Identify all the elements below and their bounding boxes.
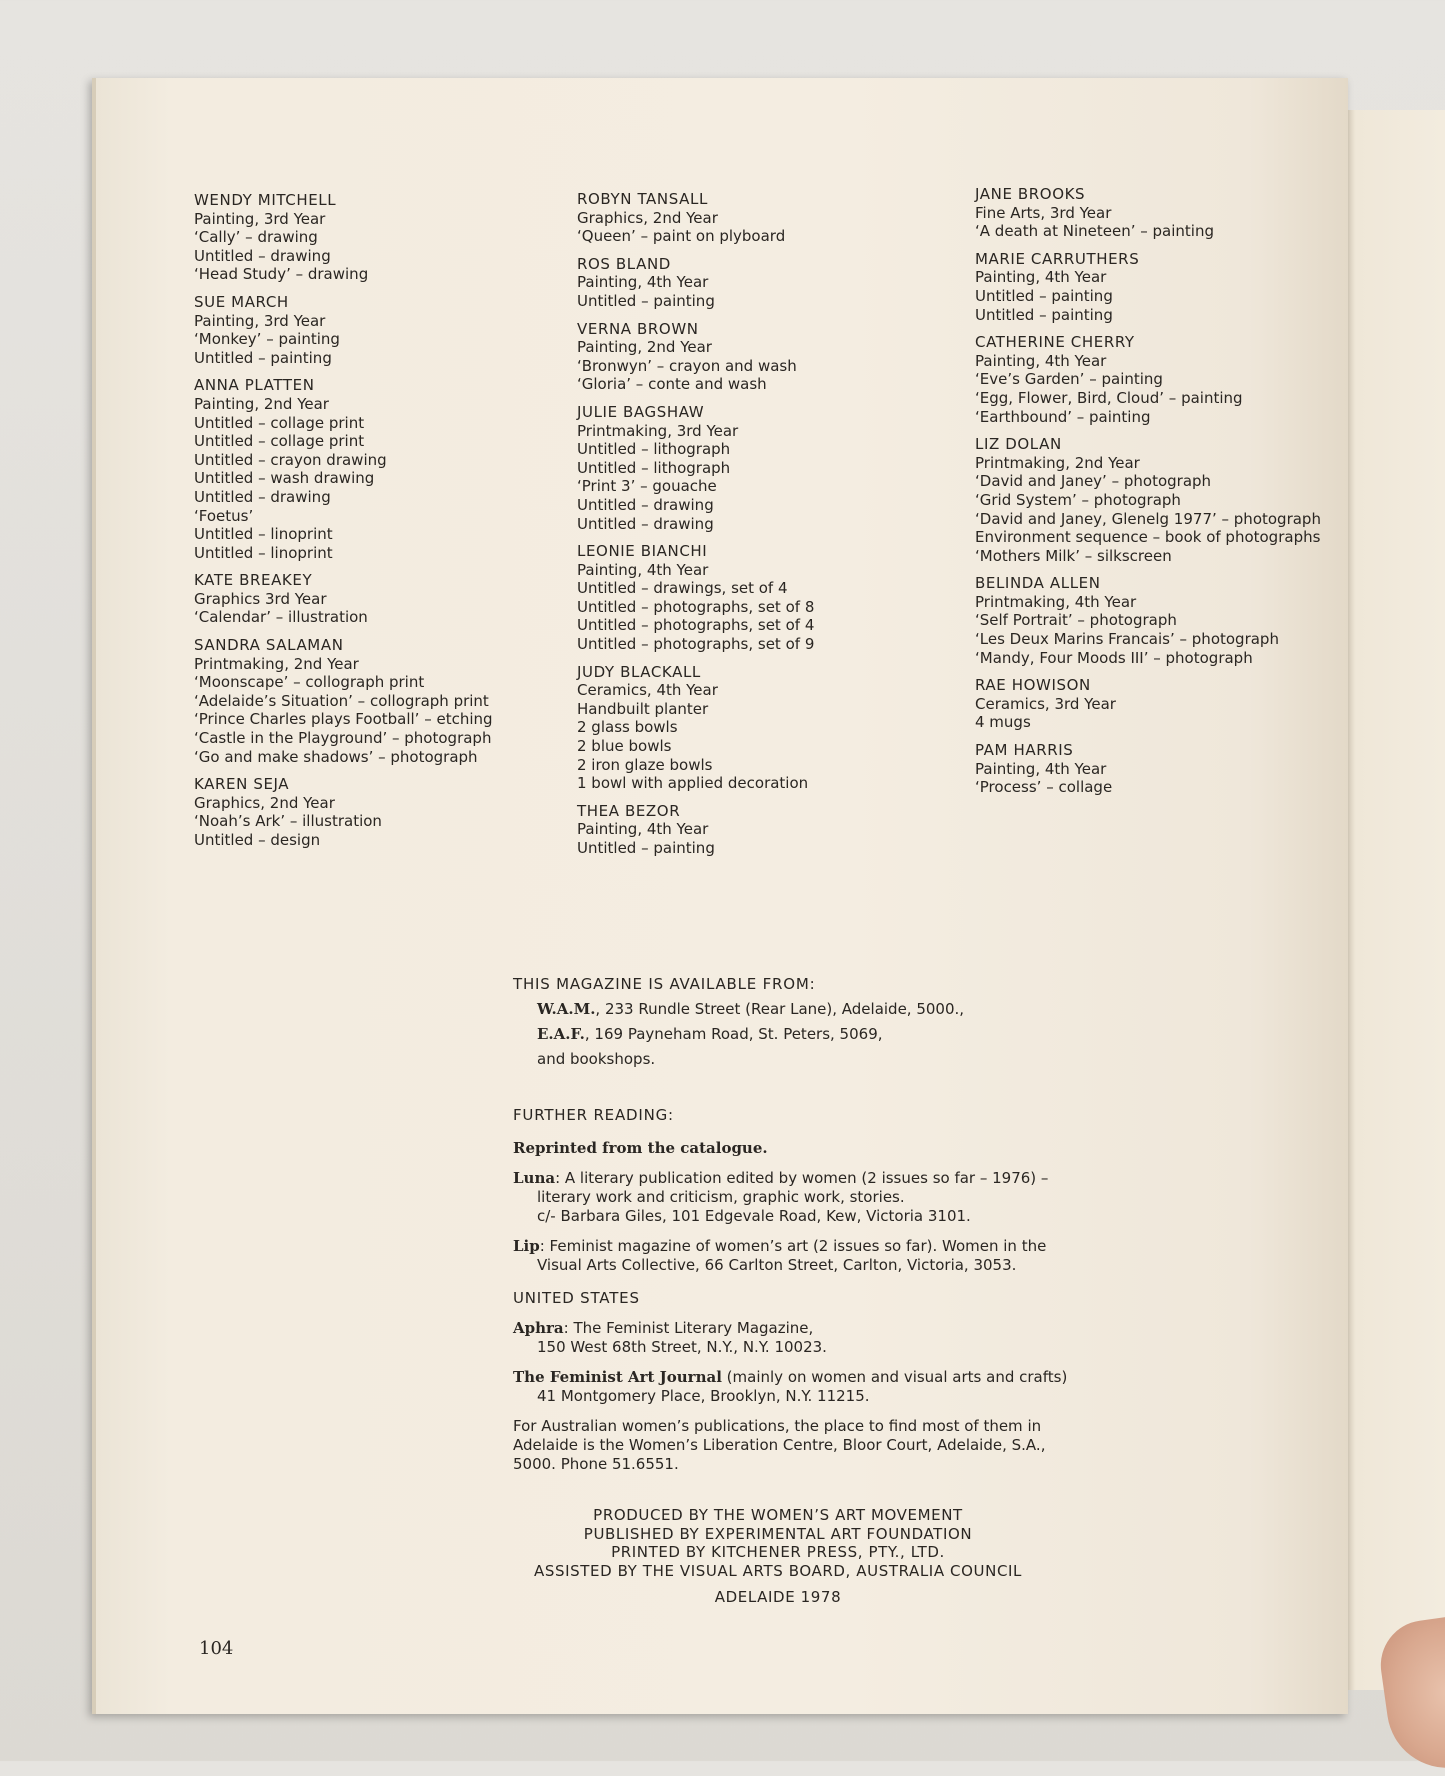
credits-section [513,1506,1043,1607]
artist-name: WENDY MITCHELL [194,191,337,209]
artwork-line: Untitled – collage print [194,432,365,451]
artwork-line: Handbuilt planter [577,699,709,718]
luna-title: Luna [513,1169,556,1187]
artist-course: Graphics, 2nd Year [577,208,718,227]
artist-entry [577,190,907,246]
further-reading-heading: FURTHER READING: [513,1106,674,1124]
availability-section [513,975,1033,1068]
artwork-line: Untitled – linoprint [194,525,333,544]
artwork-line: Untitled – painting [975,305,1113,324]
artist-entry [975,676,1315,732]
artist-entry [577,802,907,858]
artist-name: CATHERINE CHERRY [975,333,1135,352]
aphra-line-2: 150 West 68th Street, N.Y., N.Y. 10023. [537,1338,827,1356]
artwork-line: Untitled – drawing [194,246,331,265]
united-states-heading: UNITED STATES [513,1289,640,1307]
artist-course: Painting, 4th Year [975,351,1107,370]
artwork-line: Untitled – lithograph [577,458,731,477]
aphra-entry [513,1319,1073,1357]
artwork-line: ‘Self Portrait’ – photograph [975,611,1177,630]
artist-name: BELINDA ALLEN [975,574,1101,593]
artist-entry [194,571,534,627]
artist-course: Painting, 3rd Year [194,209,326,228]
artwork-line: 2 iron glaze bowls [577,755,713,774]
luna-line-1: : A literary publication edited by women (2 issues so far – 1976) – [555,1169,1049,1187]
artist-entry [975,435,1321,565]
artist-course: Painting, 4th Year [975,268,1107,287]
artwork-line: ‘Mothers Milk’ – silkscreen [975,546,1172,565]
artwork-line: ‘Monkey’ – painting [194,330,340,349]
artist-course: Printmaking, 2nd Year [975,453,1140,472]
artist-entry [194,293,534,367]
artist-entry [577,542,907,654]
artwork-line: Untitled – painting [577,839,715,857]
artist-course: Ceramics, 3rd Year [975,694,1116,713]
artist-name: ROS BLAND [577,254,671,273]
artist-entry [975,333,1315,426]
artist-name: KAREN SEJA [194,775,290,794]
artwork-line: ‘Calendar’ – illustration [194,608,368,627]
eaf-label: E.A.F. [537,1025,585,1043]
artist-name: LIZ DOLAN [975,435,1062,454]
feminist-art-journal-line-2: 41 Montgomery Place, Brooklyn, N.Y. 11215. [537,1387,870,1405]
availability-eaf [513,1025,1033,1043]
artwork-line: ‘Go and make shadows’ – photograph [194,747,478,766]
artwork-line: 4 mugs [975,713,1031,732]
artist-entry [194,775,534,849]
artwork-line: ‘Noah’s Ark’ – illustration [194,812,382,831]
artist-course: Printmaking, 4th Year [975,592,1137,611]
artwork-line: ‘Les Deux Marins Francais’ – photograph [975,630,1279,649]
credit-produced: PRODUCED BY THE WOMEN’S ART MOVEMENT [593,1506,963,1524]
availability-bookshops: and bookshops. [537,1050,656,1068]
artist-entry [975,741,1315,797]
artwork-line: ‘Print 3’ – gouache [577,477,717,496]
artwork-line: ‘A death at Nineteen’ – painting [975,222,1214,241]
artwork-line: ‘Mandy, Four Moods III’ – photograph [975,648,1253,667]
artwork-line: ‘Moonscape’ – collograph print [194,673,425,692]
artist-name: ROBYN TANSALL [577,190,708,208]
artist-column-1 [194,191,534,859]
artwork-line: ‘Prince Charles plays Football’ – etching [194,710,493,729]
artist-entry [577,320,907,394]
artist-name: JULIE BAGSHAW [577,402,705,421]
luna-line-2: literary work and criticism, graphic work, stories. [537,1188,905,1206]
artist-name: RAE HOWISON [975,676,1091,695]
artist-entry [577,663,907,793]
availability-heading: THIS MAGAZINE IS AVAILABLE FROM: [513,975,816,993]
lip-title: Lip [513,1237,540,1255]
credit-assisted: ASSISTED BY THE VISUAL ARTS BOARD, AUSTRALIA COUNCIL [534,1561,1022,1580]
artwork-line: ‘Egg, Flower, Bird, Cloud’ – painting [975,388,1243,407]
artist-course: Painting, 3rd Year [194,311,326,330]
artist-name: LEONIE BIANCHI [577,542,708,561]
artwork-line: 1 bowl with applied decoration [577,774,809,793]
artist-name: SANDRA SALAMAN [194,636,344,655]
artist-course: Painting, 2nd Year [577,338,712,357]
artwork-line: Untitled – drawing [577,495,714,514]
artist-course: Graphics 3rd Year [194,589,327,608]
artist-column-2 [577,190,907,867]
artwork-line: Untitled – drawings, set of 4 [577,579,788,598]
artist-entry [975,185,1315,241]
aphra-line-1: : The Feminist Literary Magazine, [563,1319,814,1337]
credit-published: PUBLISHED BY EXPERIMENTAL ART FOUNDATION [583,1524,973,1543]
artist-name: PAM HARRIS [975,741,1074,760]
artist-name: VERNA BROWN [577,319,699,338]
artist-entry [194,636,534,766]
artist-entry [975,574,1315,667]
aus-line-2: Adelaide is the Women’s Liberation Centre, Bloor Court, Adelaide, S.A., [513,1436,1046,1454]
artist-course: Printmaking, 3rd Year [577,421,739,440]
artist-name: THEA BEZOR [577,801,681,820]
artist-name: SUE MARCH [194,292,289,311]
lip-line-1: : Feminist magazine of women’s art (2 issues so far). Women in the [539,1237,1047,1255]
artist-entry [975,250,1315,324]
artist-course: Painting, 2nd Year [194,394,329,413]
feminist-art-journal-title: The Feminist Art Journal [513,1368,722,1386]
artwork-line: ‘David and Janey’ – photograph [975,472,1212,491]
artist-entry [577,255,907,311]
aus-line-1: For Australian women’s publications, the place to find most of them in [513,1417,1042,1435]
australian-publications-note [513,1417,1073,1474]
artwork-line: ‘Grid System’ – photograph [975,490,1181,509]
luna-entry [513,1169,1073,1226]
artist-course: Painting, 4th Year [577,560,709,579]
artist-course: Ceramics, 4th Year [577,681,718,700]
artwork-line: Untitled – drawing [577,514,714,533]
artwork-line: Untitled – photographs, set of 9 [577,635,815,654]
artwork-line: Untitled – painting [577,291,715,310]
artist-column-3 [975,185,1321,806]
artwork-line: Untitled – crayon drawing [194,450,387,469]
eaf-address: , 169 Payneham Road, St. Peters, 5069, [584,1025,883,1043]
artist-name: JUDY BLACKALL [577,662,701,681]
aus-line-3: 5000. Phone 51.6551. [513,1455,679,1473]
artist-name: JANE BROOKS [975,185,1086,203]
artwork-line: Environment sequence – book of photographs [975,528,1321,547]
artwork-line: Untitled – photographs, set of 4 [577,616,815,635]
artwork-line: Untitled – painting [194,348,332,367]
artwork-line: ‘Adelaide’s Situation’ – collograph print [194,691,489,710]
artwork-line: ‘David and Janey, Glenelg 1977’ – photograph [975,509,1321,528]
artwork-line: ‘Process’ – collage [975,778,1113,797]
artwork-line: ‘Cally’ – drawing [194,228,318,247]
availability-wam [513,1000,1033,1018]
artwork-line: ‘Foetus’ [194,506,254,525]
aphra-title: Aphra [513,1319,564,1337]
lip-entry [513,1237,1073,1275]
artist-name: MARIE CARRUTHERS [975,249,1140,268]
artist-course: Fine Arts, 3rd Year [975,203,1112,222]
facing-page-edge [1340,110,1445,1690]
page-number: 104 [199,1638,234,1659]
lip-line-2: Visual Arts Collective, 66 Carlton Street, Carlton, Victoria, 3053. [537,1256,1017,1274]
artwork-line: ‘Earthbound’ – painting [975,407,1151,426]
further-reading-section [513,1106,1073,1474]
feminist-art-journal-entry [513,1368,1073,1406]
wam-address: , 233 Rundle Street (Rear Lane), Adelaide, 5000., [595,1000,965,1018]
artist-course: Painting, 4th Year [577,273,709,292]
luna-line-3: c/- Barbara Giles, 101 Edgevale Road, Kew, Victoria 3101. [537,1207,971,1225]
artwork-line: ‘Castle in the Playground’ – photograph [194,729,492,748]
artwork-line: ‘Head Study’ – drawing [194,265,369,284]
artwork-line: Untitled – collage print [194,413,365,432]
artwork-line: Untitled – photographs, set of 8 [577,597,815,616]
artwork-line: Untitled – drawing [194,487,331,506]
artist-name: ANNA PLATTEN [194,376,315,395]
artist-entry [194,191,534,284]
artwork-line: Untitled – wash drawing [194,469,375,488]
artwork-line: ‘Queen’ – paint on plyboard [577,227,786,246]
feminist-art-journal-line-1: (mainly on women and visual arts and crafts) [721,1368,1068,1386]
credit-printed: PRINTED BY KITCHENER PRESS, PTY., LTD. [611,1543,945,1561]
artist-name: KATE BREAKEY [194,571,313,590]
artist-course: Painting, 4th Year [577,820,709,839]
artist-course: Printmaking, 2nd Year [194,654,359,673]
artwork-line: 2 blue bowls [577,737,672,756]
artwork-line: 2 glass bowls [577,718,678,737]
credit-place-year: ADELAIDE 1978 [714,1588,842,1606]
artist-entry [577,403,907,533]
artwork-line: Untitled – linoprint [194,543,333,562]
artwork-line: ‘Eve’s Garden’ – painting [975,370,1163,389]
artwork-line: ‘Gloria’ – conte and wash [577,375,767,394]
artwork-line: ‘Bronwyn’ – crayon and wash [577,356,797,375]
artwork-line: Untitled – lithograph [577,440,731,459]
artist-entry [194,376,534,562]
wam-label: W.A.M. [537,1000,596,1018]
reprint-note: Reprinted from the catalogue. [513,1139,768,1157]
artist-course: Graphics, 2nd Year [194,793,335,812]
artwork-line: Untitled – painting [975,286,1113,305]
artist-course: Painting, 4th Year [975,759,1107,778]
artwork-line: Untitled – design [194,831,321,849]
